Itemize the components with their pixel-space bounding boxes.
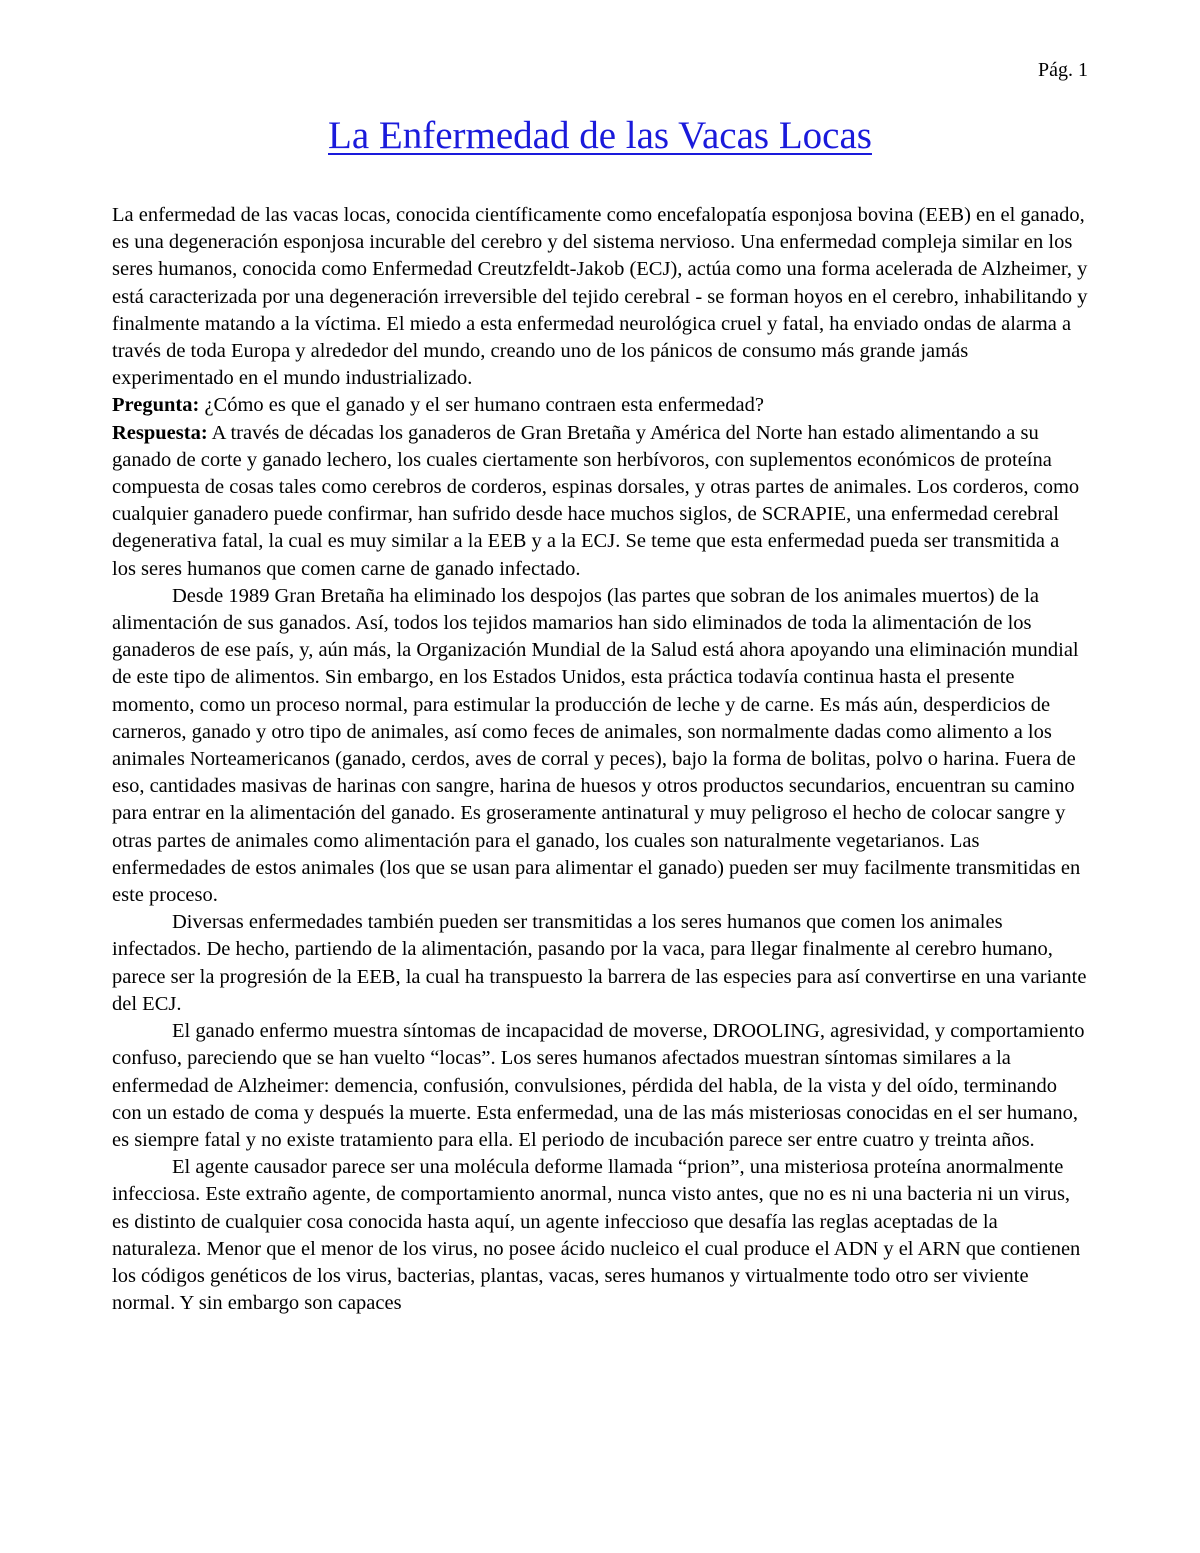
answer-label: Respuesta:: [112, 421, 208, 444]
document-title: La Enfermedad de las Vacas Locas: [328, 114, 872, 157]
body-paragraph: El agente causador parece ser una molécula deforme llamada “prion”, una misteriosa proteína anormalmente infecciosa. Este extraño agente, de comportamiento anormal, nunca visto antes, que no es ni una bacteria ni un virus, es distinto de cualquier cosa conocida hasta aquí, un agente infeccioso que desafía las reglas aceptadas de la naturaleza. Menor que el menor de los virus, no posee ácido nucleico el cual produce el ADN y el ARN que contienen los códigos genéticos de los virus, bacterias, plantas, vacas, seres humanos y virtualmente todo otro ser viviente normal. Y sin embargo son capaces: [112, 1156, 1081, 1315]
question-text: ¿Cómo es que el ganado y el ser humano contraen esta enfermedad?: [199, 394, 764, 417]
answer-paragraph: [112, 420, 1088, 583]
intro-paragraph: La enfermedad de las vacas locas, conocida científicamente como encefalopatía esponjosa bovina (EEB) en el ganado, es una degeneración esponjosa incurable del cerebro y del sistema nervioso. Una enfermedad compleja similar en los seres humanos, conocida como Enfermedad Creutzfeldt-Jakob (ECJ), actúa como una forma acelerada de Alzheimer, y está caracterizada por una degeneración irreversible del tejido cerebral - se forman hoyos en el cerebro, inhabilitando y finalmente matando a la víctima. El miedo a esta enfermedad neurológica cruel y fatal, ha enviado ondas de alarma a través de toda Europa y alrededor del mundo, creando uno de los pánicos de consumo más grande jamás experimentado en el mundo industrializado.: [112, 204, 1088, 390]
body-paragraph: El ganado enfermo muestra síntomas de incapacidad de moverse, DROOLING, agresividad, y comportamiento confuso, pareciendo que se han vuelto “locas”. Los seres humanos afectados muestran síntomas similares a la enfermedad de Alzheimer: demencia, confusión, convulsiones, pérdida del habla, de la vista y del oído, terminando con un estado de coma y después la muerte. Esta enfermedad, una de las más misteriosas conocidas en el ser humano, es siempre fatal y no existe tratamiento para ella. El periodo de incubación parece ser entre cuatro y treinta años.: [112, 1020, 1085, 1151]
question-paragraph: [112, 392, 1088, 419]
document-body: [112, 202, 1088, 1317]
body-paragraph: Desde 1989 Gran Bretaña ha eliminado los despojos (las partes que sobran de los animales muertos) de la alimentación de sus ganados. Así, todos los tejidos mamarios han sido eliminados de toda la alimentación de los ganaderos de ese país, y, aún más, la Organización Mundial de la Salud está ahora apoyando una eliminación mundial de este tipo de alimentos. Sin embargo, en los Estados Unidos, esta práctica todavía continua hasta el presente momento, como un proceso normal, para estimular la producción de leche y de carne. Es más aún, desperdicios de carneros, ganado y otro tipo de animales, así como feces de animales, son normalmente dadas como alimento a los animales Norteamericanos (ganado, cerdos, aves de corral y peces), bajo la forma de bolitas, polvo o harina. Fuera de eso, cantidades masivas de harinas con sangre, harina de huesos y otros productos secundarios, encuentran su camino para entrar en la alimentación del ganado. Es groseramente antinatural y muy peligroso el hecho de colocar sangre y otras partes de animales como alimentación para el ganado, los cuales son naturalmente vegetarianos. Las enfermedades de estos animales (los que se usan para alimentar el ganado) pueden ser muy facilmente transmitidas en este proceso.: [112, 584, 1081, 907]
question-label: Pregunta:: [112, 394, 200, 417]
body-paragraph: Diversas enfermedades también pueden ser transmitidas a los seres humanos que comen los animales infectados. De hecho, partiendo de la alimentación, pasando por la vaca, para llegar finalmente al cerebro humano, parece ser la progresión de la EEB, la cual ha transpuesto la barrera de las especies para así convertirse en una variante del ECJ.: [112, 911, 1087, 1015]
answer-text: A través de décadas los ganaderos de Gran Bretaña y América del Norte han estado alimentando a su ganado de corte y ganado lechero, los cuales ciertamente son herbívoros, con suplementos económicos de proteína compuesta de cosas tales como cerebros de corderos, espinas dorsales, y otras partes de animales. Los corderos, como cualquier ganadero puede confirmar, han sufrido desde hace muchos siglos, de SCRAPIE, una enfermedad cerebral degenerativa fatal, la cual es muy similar a la EEB y a la ECJ. Se teme que esta enfermedad pueda ser transmitida a los seres humanos que comen carne de ganado infectado.: [112, 421, 1080, 580]
page-number: Pág. 1: [1038, 59, 1088, 81]
